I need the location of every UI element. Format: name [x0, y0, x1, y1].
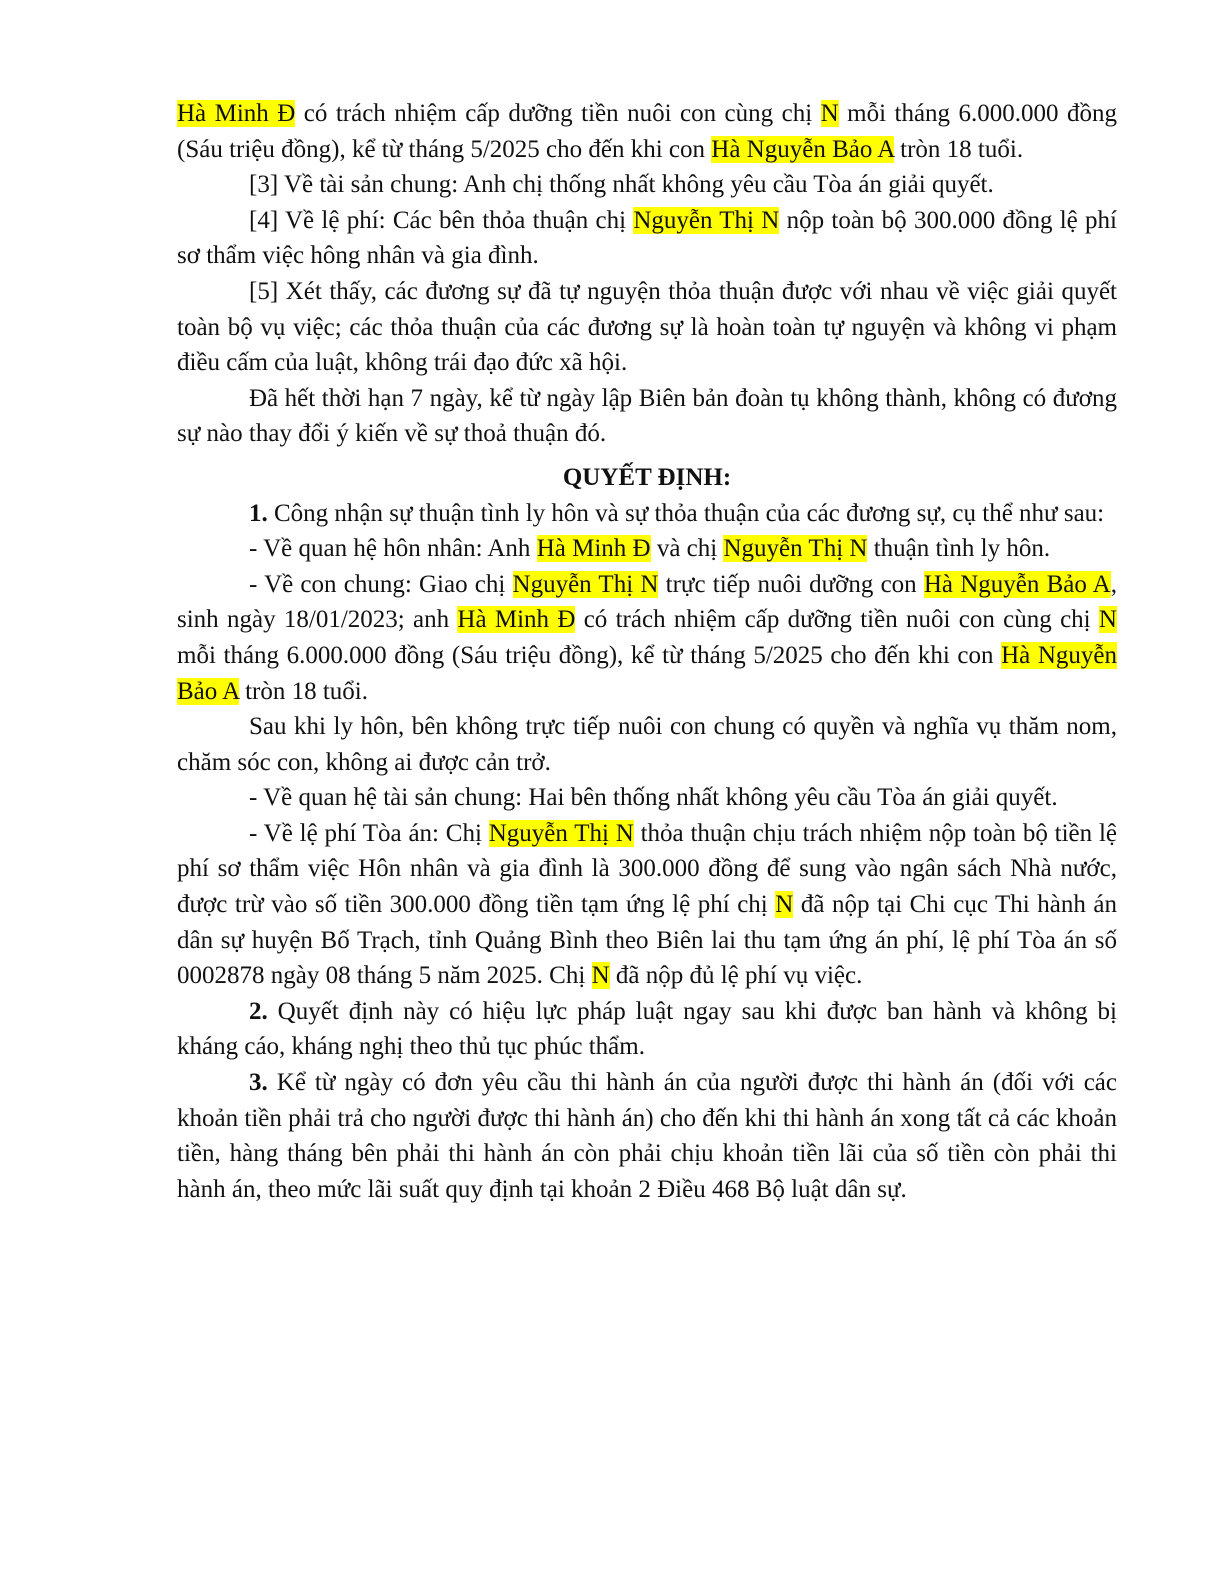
text-span: có trách nhiệm cấp dưỡng tiền nuôi con cùng chị — [575, 606, 1099, 634]
highlighted-name: Nguyễn Thị N — [488, 819, 634, 847]
highlighted-name: N — [775, 891, 794, 919]
item-number: 1. — [249, 499, 268, 527]
text-span: đã nộp tại Chi cục Thi hành án dân sự huyện Bố Trạch, tỉnh Quảng Bình theo Biên lai thu tạm ứng án phí, lệ phí Tòa án số 0002878 ngày 08 tháng 5 năm 2025. Chị — [177, 891, 1117, 990]
highlighted-name: Hà Minh Đ — [457, 606, 576, 634]
text-span: nộp toàn bộ 300.000 đồng lệ phí sơ thẩm việc hông nhân và gia đình. — [177, 206, 1117, 270]
text-span: tròn 18 tuổi. — [893, 135, 1024, 163]
paragraph-considerations: [5] Xét thấy, các đương sự đã tự nguyện thỏa thuận được với nhau về việc giải quyết toàn bộ vụ việc; các thỏa thuận của các đương sự là hoàn toàn tự nguyện và không vi phạm điều cấm của luật, không trái đạo đức xã hội. — [177, 277, 1117, 377]
item-number: 2. — [249, 997, 268, 1025]
text-span: thuận tình ly hôn. — [867, 535, 1051, 563]
highlighted-name: Hà Nguyễn Bảo A — [711, 135, 894, 163]
text-span: Kể từ ngày có đơn yêu cầu thi hành án của người được thi hành án (đối với các khoản tiền phải trả cho người được thi hành án) cho đến khi thi hành án xong tất cả các khoản tiền, hàng tháng bên phải thi hành án còn phải chịu khoản tiền lãi của số tiền còn phải thi hành án, theo mức lãi suất quy định tại khoản 2 Điều 468 Bộ luật dân sự. — [177, 1069, 1117, 1203]
highlighted-name: Hà Minh Đ — [177, 100, 296, 127]
paragraph-fees — [177, 203, 1117, 274]
text-span: đã nộp đủ lệ phí vụ việc. — [609, 962, 863, 990]
paragraph-common-property: [3] Về tài sản chung: Anh chị thống nhất không yêu cầu Tòa án giải quyết. — [249, 171, 994, 199]
decision-item-1 — [177, 496, 1117, 532]
highlighted-name: Hà Nguyễn Bảo A — [923, 570, 1111, 598]
highlighted-name: Nguyễn Thị N — [723, 535, 868, 563]
decision-property: - Về quan hệ tài sản chung: Hai bên thống nhất không yêu cầu Tòa án giải quyết. — [249, 784, 1058, 812]
highlighted-name: Hà Nguyễn Bảo A — [177, 641, 1117, 705]
item-number: 3. — [249, 1069, 268, 1097]
document-page — [177, 96, 1117, 1207]
text-span: - Về lệ phí Tòa án: Chị — [249, 819, 489, 847]
text-span: Công nhận sự thuận tình ly hôn và sự thỏa thuận của các đương sự, cụ thể như sau: — [267, 499, 1105, 527]
paragraph-support-continued — [177, 96, 1117, 167]
decision-heading: QUYẾT ĐỊNH: — [562, 463, 732, 491]
text-span: , sinh ngày 18/01/2023; anh — [177, 570, 1117, 634]
decision-children — [177, 567, 1117, 709]
decision-marriage — [177, 531, 1117, 567]
text-span: và chị — [650, 535, 724, 563]
text-span: tròn 18 tuổi. — [238, 677, 368, 705]
paragraph-deadline: Đã hết thời hạn 7 ngày, kể từ ngày lập Biên bản đoàn tụ không thành, không có đương sự nào thay đổi ý kiến về sự thoả thuận đó. — [177, 384, 1117, 448]
text-span: - Về quan hệ hôn nhân: Anh — [249, 535, 537, 563]
decision-item-2 — [177, 994, 1117, 1065]
text-span: có trách nhiệm cấp dưỡng tiền nuôi con cùng chị — [295, 100, 821, 127]
highlighted-name: N — [1098, 606, 1117, 634]
text-span: thỏa thuận chịu trách nhiệm nộp toàn bộ tiền lệ phí sơ thẩm việc Hôn nhân và gia đình là 300.000 đồng để sung vào ngân sách Nhà nước, được trừ vào số tiền 300.000 đồng tiền tạm ứng lệ phí chị — [177, 819, 1117, 919]
text-span: Quyết định này có hiệu lực pháp luật ngay sau khi được ban hành và không bị kháng cáo, kháng nghị theo thủ tục phúc thẩm. — [177, 997, 1117, 1061]
text-span: - Về con chung: Giao chị — [249, 570, 513, 598]
text-span: mỗi tháng 6.000.000 đồng (Sáu triệu đồng), kể từ tháng 5/2025 cho đến khi con — [177, 100, 1117, 163]
highlighted-name: Nguyễn Thị N — [512, 570, 659, 598]
decision-court-fees — [177, 816, 1117, 994]
text-span: [4] Về lệ phí: Các bên thỏa thuận chị — [249, 206, 634, 234]
highlighted-name: Nguyễn Thị N — [633, 206, 780, 234]
text-span: mỗi tháng 6.000.000 đồng (Sáu triệu đồng), kể từ tháng 5/2025 cho đến khi con — [177, 641, 1002, 669]
text-span: trực tiếp nuôi dưỡng con — [658, 570, 924, 598]
decision-item-3 — [177, 1065, 1117, 1207]
highlighted-name: N — [820, 100, 839, 127]
decision-visitation: Sau khi ly hôn, bên không trực tiếp nuôi con chung có quyền và nghĩa vụ thăm nom, chăm sóc con, không ai được cản trở. — [177, 713, 1117, 776]
highlighted-name: Hà Minh Đ — [536, 535, 651, 563]
highlighted-name: N — [591, 962, 610, 990]
